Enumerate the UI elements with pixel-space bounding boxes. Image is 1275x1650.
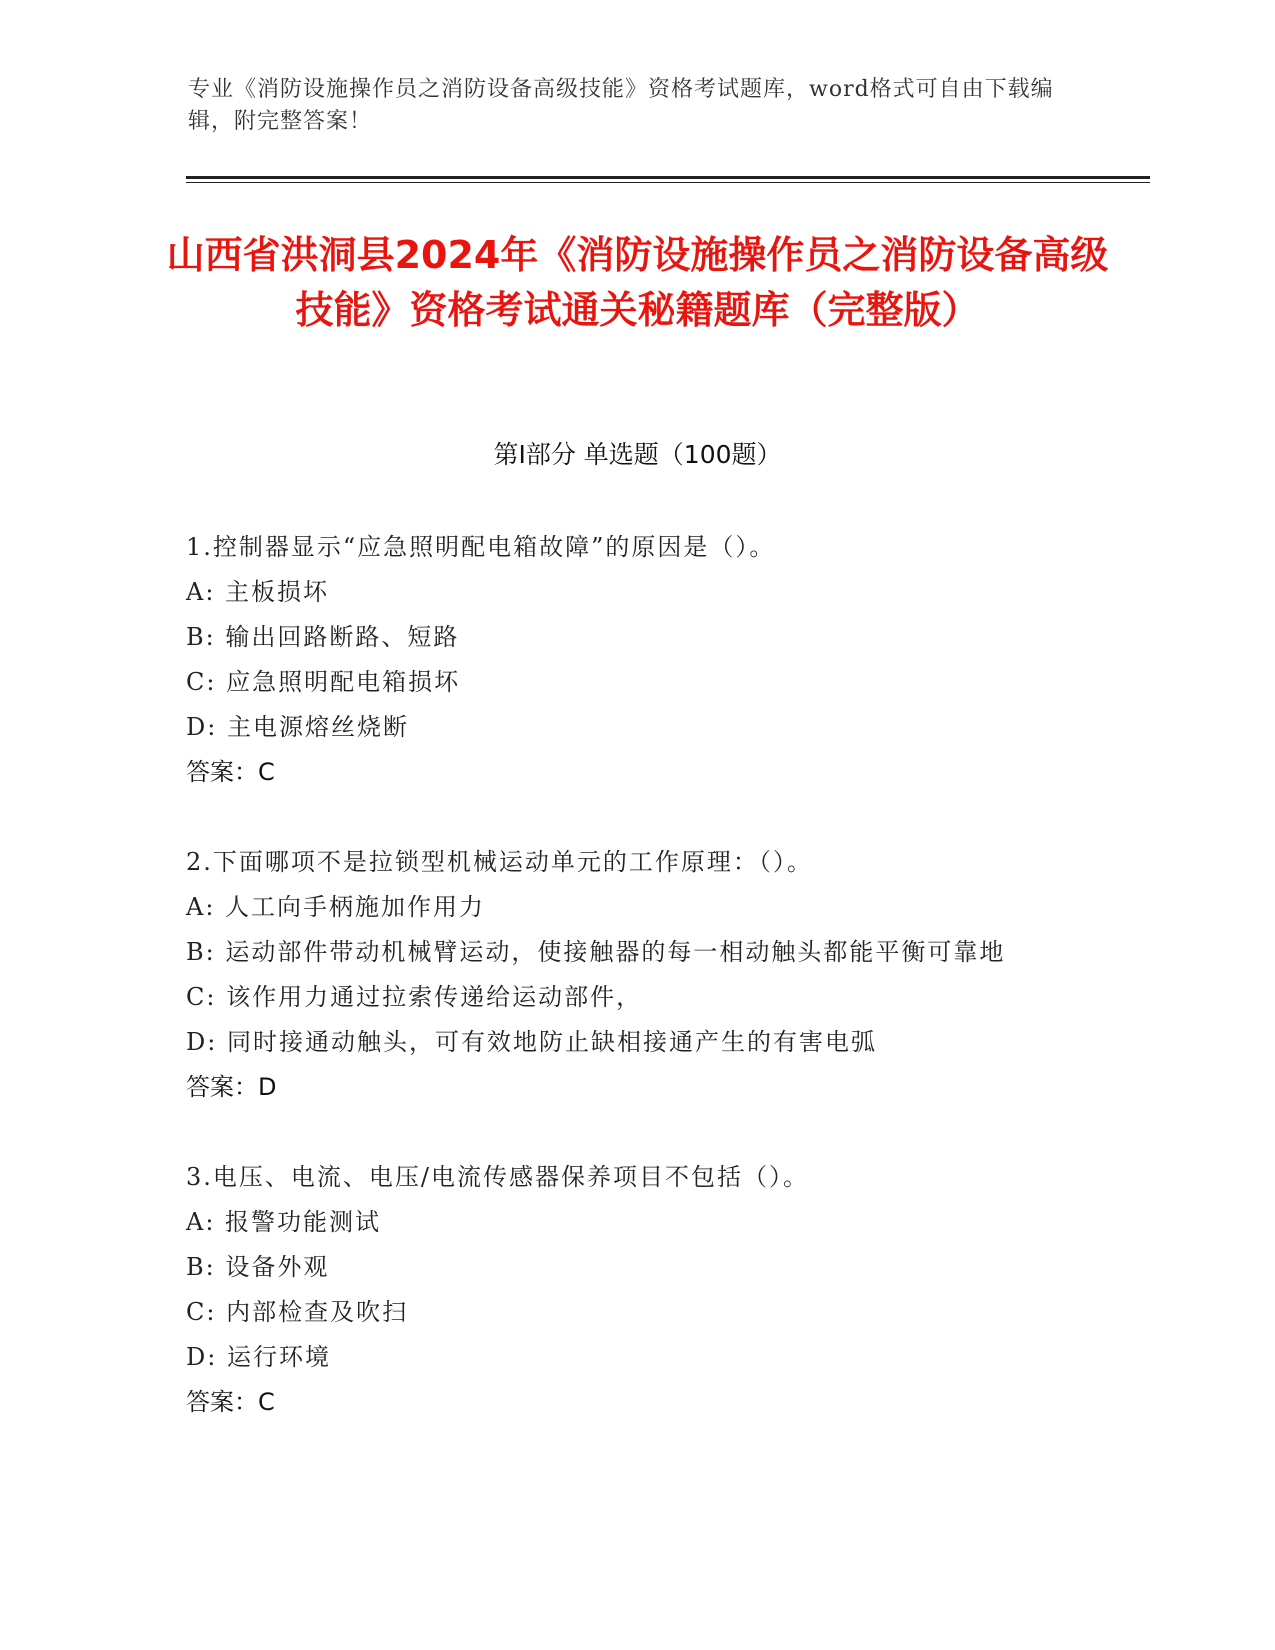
option-b: B: 输出回路断路、短路 bbox=[186, 623, 460, 651]
option-d: D: 同时接通动触头，可有效地防止缺相接通产生的有害电弧 bbox=[186, 1028, 877, 1056]
question-stem: 3.电压、电流、电压/电流传感器保养项目不包括（）。 bbox=[186, 1163, 809, 1191]
question-stem: 1.控制器显示“应急照明配电箱故障”的原因是（）。 bbox=[186, 533, 776, 561]
section-heading: 第Ⅰ部分 单选题（100题） bbox=[493, 440, 782, 469]
option-b: B: 设备外观 bbox=[186, 1253, 330, 1281]
document-title: 山西省洪洞县2024年《消防设施操作员之消防设备高级技能》资格考试通关秘籍题库（完整版） bbox=[166, 233, 1109, 332]
question-1 bbox=[186, 525, 1086, 795]
option-c: C: 该作用力通过拉索传递给运动部件， bbox=[186, 983, 643, 1011]
option-d: D: 主电源熔丝烧断 bbox=[186, 713, 409, 741]
question-stem: 2.下面哪项不是拉锁型机械运动单元的工作原理：（）。 bbox=[186, 848, 813, 876]
option-a: A: 主板损坏 bbox=[186, 578, 330, 606]
option-b: B: 运动部件带动机械臂运动，使接触器的每一相动触头都能平衡可靠地 bbox=[186, 938, 1006, 966]
answer: 答案：C bbox=[186, 758, 275, 786]
answer: 答案：D bbox=[186, 1073, 277, 1101]
header-note: 专业《消防设施操作员之消防设备高级技能》资格考试题库，word格式可自由下载编辑，附完整答案！ bbox=[188, 77, 1054, 134]
header-rule-thin bbox=[186, 182, 1150, 183]
question-list bbox=[186, 525, 1086, 1470]
answer: 答案：C bbox=[186, 1388, 275, 1416]
question-3 bbox=[186, 1155, 1086, 1425]
option-a: A: 人工向手柄施加作用力 bbox=[186, 893, 486, 921]
option-a: A: 报警功能测试 bbox=[186, 1208, 382, 1236]
header-rule-thick bbox=[186, 176, 1150, 179]
option-c: C: 应急照明配电箱损坏 bbox=[186, 668, 461, 696]
question-2 bbox=[186, 840, 1086, 1110]
option-d: D: 运行环境 bbox=[186, 1343, 331, 1371]
option-c: C: 内部检查及吹扫 bbox=[186, 1298, 409, 1326]
